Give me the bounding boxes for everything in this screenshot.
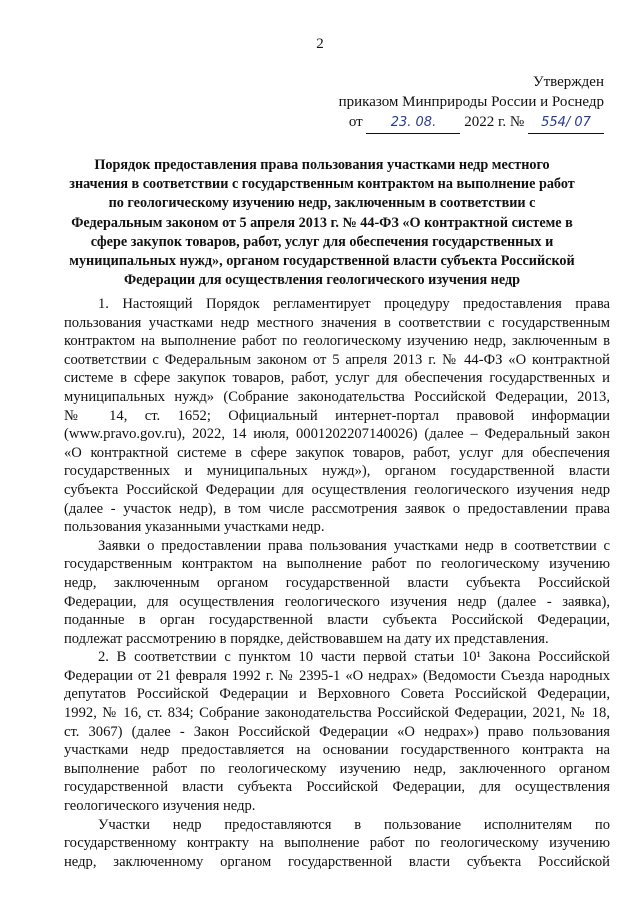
title-line: Порядок предоставления права пользования участками недр местного [94,157,550,173]
body-line: государственных и муниципальных нужд»), органом государственной власти [64,463,610,480]
body-line: «О контрактной системе в сфере закупок товаров, работ, услуг для обеспечения [64,444,610,461]
document-title [52,156,592,290]
document-body [64,295,610,871]
body-line: Федерации, для осуществления геологического изучения недр (далее - заявка), [64,593,610,610]
title-line: по геологическому изучению недр, заключенным в соответствии с [108,195,536,212]
approval-year-text: 2022 г. № [464,114,525,130]
title-line: Федерации для осуществления геологического изучения недр [123,272,521,289]
body-line: геологического изучения недр. [64,798,256,815]
body-line: системе в сфере закупок товаров, работ, услуг для обеспечения государственных и [64,370,610,387]
handwritten-date: 23. 08. [366,113,460,134]
body-line: субъекта Российской Федерации для осуществления геологического изучения недр [64,481,610,498]
approval-line-order: приказом Минприроды России и Роснедр [338,94,604,110]
body-line: недр, заключенному органом государственной власти субъекта Российской [64,853,610,870]
body-line: (далее - участок недр), в том числе рассмотрения заявок о предоставлении права [64,500,610,517]
approval-stamp-block [339,72,604,134]
body-line: государственным контрактом на выполнение работ по геологическому изучению [64,556,610,573]
body-line: ст. 3067) (далее - Закон Российской Федерации «О недрах») право пользования [64,723,610,740]
approval-line-approved: Утвержден [532,74,604,90]
body-line: поданные в орган государственной власти субъекта Российской Федерации, [64,612,610,629]
body-line: участками недр предоставляется на основании государственного контракта на [64,742,610,759]
body-line: № 14, ст. 1652; Официальный интернет-портал правовой информации [64,407,610,424]
handwritten-order-number: 554/ 07 [528,113,604,134]
body-line: Федерации от 21 февраля 1992 г. № 2395-1 «О недрах» (Ведомости Съезда народных [64,667,610,684]
body-line: Заявки о предоставлении права пользования участками недр в соответствии с [98,537,610,554]
body-line: недр, заключенным органом государственной власти субъекта Российской [64,574,610,591]
body-line: пользования указанными участками недр. [64,519,325,536]
page-number: 2 [316,36,324,52]
title-line: значения в соответствии с государственным контрактом на выполнение работ [69,176,575,193]
body-line: 1992, № 16, ст. 834; Собрание законодательства Российской Федерации, 2021, № 18, [64,705,610,722]
title-line: муниципальных нужд», органом государственной власти субъекта Российской [69,253,575,270]
body-line: Участки недр предоставляются в пользование исполнителям по [98,816,610,833]
body-line: государственному контракту на выполнение работ по геологическому изучению [64,835,610,852]
title-line: Федеральным законом от 5 апреля 2013 г. № 44-ФЗ «О контрактной системе в [71,214,573,231]
body-line: государственной власти субъекта Российской Федерации, для осуществления [64,779,610,796]
body-line: выполнение работ по геологическому изучению недр, заключенного органом [64,760,610,777]
body-line: депутатов Российской Федерации и Верховного Совета Российской Федерации, [64,686,610,703]
approval-from-label: от [348,114,363,130]
body-line: пользования участками недр местного значения в соответствии с государственным [64,314,610,331]
title-line: сфере закупок товаров, работ, услуг для обеспечения государственных и [90,233,554,250]
body-line: контрактом на выполнение работ по геологическому изучению недр, заключенным в [64,333,610,350]
body-line: подлежат рассмотрению в порядке, действовавшем на дату их представления. [64,630,549,647]
approval-line-date [349,114,604,130]
body-line: муниципальных нужд» (Собрание законодательства Российской Федерации, 2013, [64,388,610,405]
body-line: 1. Настоящий Порядок регламентирует процедуру предоставления права [98,296,610,312]
body-line: соответствии с Федеральным законом от 5 апреля 2013 г. № 44-ФЗ «О контрактной [64,351,610,368]
body-line: (www.pravo.gov.ru), 2022, 14 июля, 0001202207140026) (далее – Федеральный закон [64,426,610,443]
body-line: 2. В соответствии с пунктом 10 части первой статьи 10¹ Закона Российской [98,649,610,666]
